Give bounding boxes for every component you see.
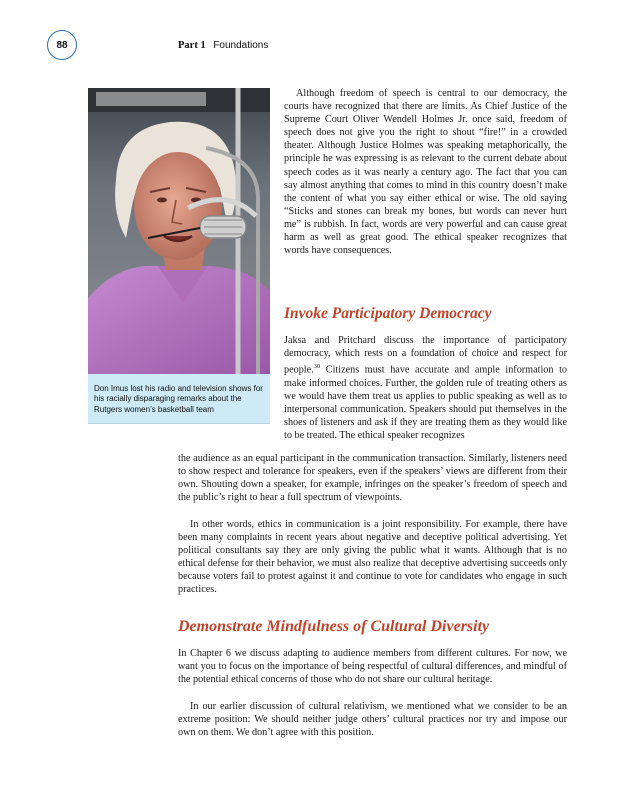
paragraph-text: Jaksa and Pritchard discuss the importance of participatory democracy, which rests on a foundation of choice and respect for people. xyxy=(284,335,567,376)
part-label: Part 1 xyxy=(178,40,206,51)
paragraph: In other words, ethics in communication is a joint responsibility. For example, there have been many complaints in recent years about negative and deceptive political advertising. Yet political consultants say they are only giving the public what it wants. Although that is no ethical defense for their behavior, we must also realize that deceptive advertising succeeds only because voters fail to protest against it and continue to vote for candidates who engage in such practices. xyxy=(178,519,567,596)
paragraph: the audience as an equal participant in the communication transaction. Similarly, listeners need to show respect and tolerance for speakers, even if the speakers’ views are different from their own. Shouting down a speaker, for example, infringes on the speaker’s freedom of speech and the public’s right to hear a full spectrum of viewpoints. xyxy=(178,453,567,504)
photo-illustration xyxy=(88,88,270,374)
figure-photo xyxy=(88,88,270,374)
running-head xyxy=(178,40,268,51)
footnote-marker: 30 xyxy=(313,363,321,371)
page-number: 88 xyxy=(47,30,77,60)
paragraph-text: Citizens must have accurate and ample information to make informed choices. Further, the golden rule of treating others as we would have them treat us applies to public speaking as well as to interpersonal communication. Speakers should put themselves in the shoes of listeners and ask if they are treating them as they would like to be treated. The ethical speaker recognizes xyxy=(284,364,567,442)
paragraph xyxy=(284,334,567,442)
paragraph: Although freedom of speech is central to our democracy, the courts have recognized that there are limits. As Chief Justice of the Supreme Court Oliver Wendell Holmes Jr. once said, freedom of speech does not give you the right to shout “fire!” in a crowded theater. Although Justice Holmes was speaking metaphorically, the principle he was expressing is as relevant to the current debate about speech codes as it was nearly a century ago. The fact that you can say almost anything that comes to mind in this country doesn’t make the content of what you say either ethical or wise. The old saying “Sticks and stones can break my bones, but words can never hurt me” is rubbish. In fact, words are very powerful and can cause great harm as well as great good. The ethical speaker recognizes that words have consequences. xyxy=(284,88,567,257)
section-heading: Demonstrate Mindfulness of Cultural Diversity xyxy=(178,618,490,635)
paragraph: In our earlier discussion of cultural relativism, we mentioned what we consider to be an extreme position: We should neither judge others’ cultural practices nor try and impose our own on them. We don’t agree with this position. xyxy=(178,701,567,739)
figure-caption: Don Imus lost his radio and television shows for his racially disparaging remarks about the Rutgers women’s basketball team xyxy=(88,374,270,424)
section-label: Foundations xyxy=(213,40,269,51)
section-heading: Invoke Participatory Democracy xyxy=(284,305,492,322)
paragraph: In Chapter 6 we discuss adapting to audience members from different cultures. For now, we want you to focus on the importance of being respectful of cultural differences, and mindful of the potential ethical concerns of those who do not share our cultural heritage. xyxy=(178,648,567,686)
